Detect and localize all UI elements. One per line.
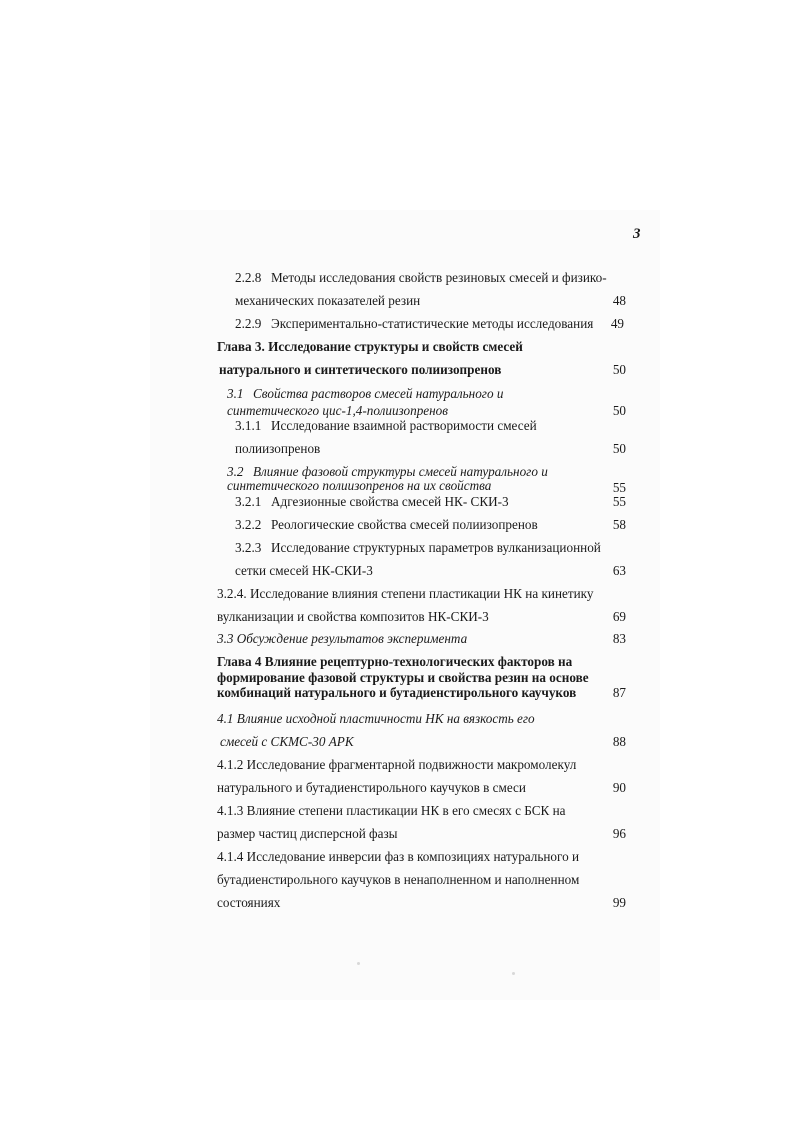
section-number: 3.2 xyxy=(227,464,244,479)
chapter-3-heading: Глава 3. Исследование структуры и свойств смесей xyxy=(217,339,523,354)
toc-entry-2-2-9 xyxy=(235,316,593,331)
page-ref: 69 xyxy=(612,609,626,624)
section-number: 3.2.1 xyxy=(235,494,262,509)
toc-entry-2-2-8 xyxy=(235,270,607,285)
chapter-4-heading-continued: формирование фазовой структуры и свойства резин на основе xyxy=(217,670,589,685)
section-number: 3.1 xyxy=(227,386,244,401)
entry-title: Реологические свойства смесей полиизопренов xyxy=(271,517,538,532)
scan-speck xyxy=(512,972,515,975)
entry-title-continued: вулканизации и свойства композитов НК-СКИ-3 xyxy=(217,609,489,624)
section-number: 3.1.1 xyxy=(235,418,262,433)
entry-title: Исследование структурных параметров вулканизационной xyxy=(271,540,601,555)
toc-entry-3-2-2 xyxy=(235,517,538,532)
entry-title-continued: натурального и бутадиенстирольного каучуков в смеси xyxy=(217,780,526,795)
entry-title-continued: бутадиенстирольного каучуков в ненаполненном и наполненном xyxy=(217,872,580,887)
chapter-3-heading-continued: натурального и синтетического полиизопренов xyxy=(219,362,502,377)
chapter-4-heading: Глава 4 Влияние рецептурно-технологических факторов на xyxy=(217,654,573,669)
page-ref: 50 xyxy=(612,362,626,377)
page-number: 3 xyxy=(633,226,641,242)
page-ref: 58 xyxy=(612,517,626,532)
entry-title-continued: механических показателей резин xyxy=(235,293,421,308)
toc-entry-3-1 xyxy=(227,386,503,401)
scan-speck xyxy=(357,962,360,965)
entry-title: Свойства растворов смесей натурального и xyxy=(253,386,504,401)
entry-title-continued: размер частиц дисперсной фазы xyxy=(217,826,398,841)
section-number: 3.2.3 xyxy=(235,540,262,555)
entry-title: Исследование взаимной растворимости смесей xyxy=(271,418,537,433)
entry-title-continued: состояниях xyxy=(217,895,281,910)
entry-title: Влияние фазовой структуры смесей натурального и xyxy=(253,464,548,479)
page-ref: 55 xyxy=(612,480,626,495)
page-ref: 63 xyxy=(612,563,626,578)
entry-title-continued: смесей с СКМС-30 АРК xyxy=(220,734,354,749)
section-number: 2.2.8 xyxy=(235,270,262,285)
toc-entry-3-1-1 xyxy=(235,418,537,433)
toc-entry-3-3: 3.3 Обсуждение результатов эксперимента xyxy=(217,631,468,646)
page-ref: 87 xyxy=(612,685,626,700)
toc-entry-3-2-3 xyxy=(235,540,601,555)
section-number: 2.2.9 xyxy=(235,316,262,331)
page-ref: 55 xyxy=(612,494,626,509)
page-ref: 49 xyxy=(610,316,624,331)
entry-title-continued: сетки смесей НК-СКИ-3 xyxy=(235,563,373,578)
entry-title-continued: синтетического полиизопренов на их свойства xyxy=(227,478,492,493)
entry-title: Экспериментально-статистические методы исследования xyxy=(271,316,594,331)
page-ref: 96 xyxy=(612,826,626,841)
entry-title: Методы исследования свойств резиновых смесей и физико- xyxy=(271,270,607,285)
page-ref: 88 xyxy=(612,734,626,749)
toc-entry-3-2-4: 3.2.4. Исследование влияния степени пластикации НК на кинетику xyxy=(217,586,594,601)
page-ref: 83 xyxy=(612,631,626,646)
page-ref: 48 xyxy=(612,293,626,308)
toc-entry-3-2-1 xyxy=(235,494,509,509)
entry-title-continued: полиизопренов xyxy=(235,441,321,456)
toc-entry-4-1-3: 4.1.3 Влияние степени пластикации НК в его смесях с БСК на xyxy=(217,803,566,818)
entry-title-continued: синтетического цис-1,4-полиизопренов xyxy=(227,403,448,418)
toc-entry-4-1-2: 4.1.2 Исследование фрагментарной подвижности макромолекул xyxy=(217,757,577,772)
section-number: 3.2.2 xyxy=(235,517,262,532)
chapter-4-heading-continued: комбинаций натурального и бутадиенстирольного каучуков xyxy=(217,685,577,700)
entry-title: Адгезионные свойства смесей НК- СКИ-3 xyxy=(271,494,509,509)
toc-entry-4-1: 4.1 Влияние исходной пластичности НК на вязкость его xyxy=(217,711,535,726)
toc-entry-3-2 xyxy=(227,464,548,479)
page-ref: 50 xyxy=(612,441,626,456)
page-ref: 50 xyxy=(612,403,626,418)
toc-entry-4-1-4: 4.1.4 Исследование инверсии фаз в композициях натурального и xyxy=(217,849,580,864)
page-ref: 90 xyxy=(612,780,626,795)
page-ref: 99 xyxy=(612,895,626,910)
